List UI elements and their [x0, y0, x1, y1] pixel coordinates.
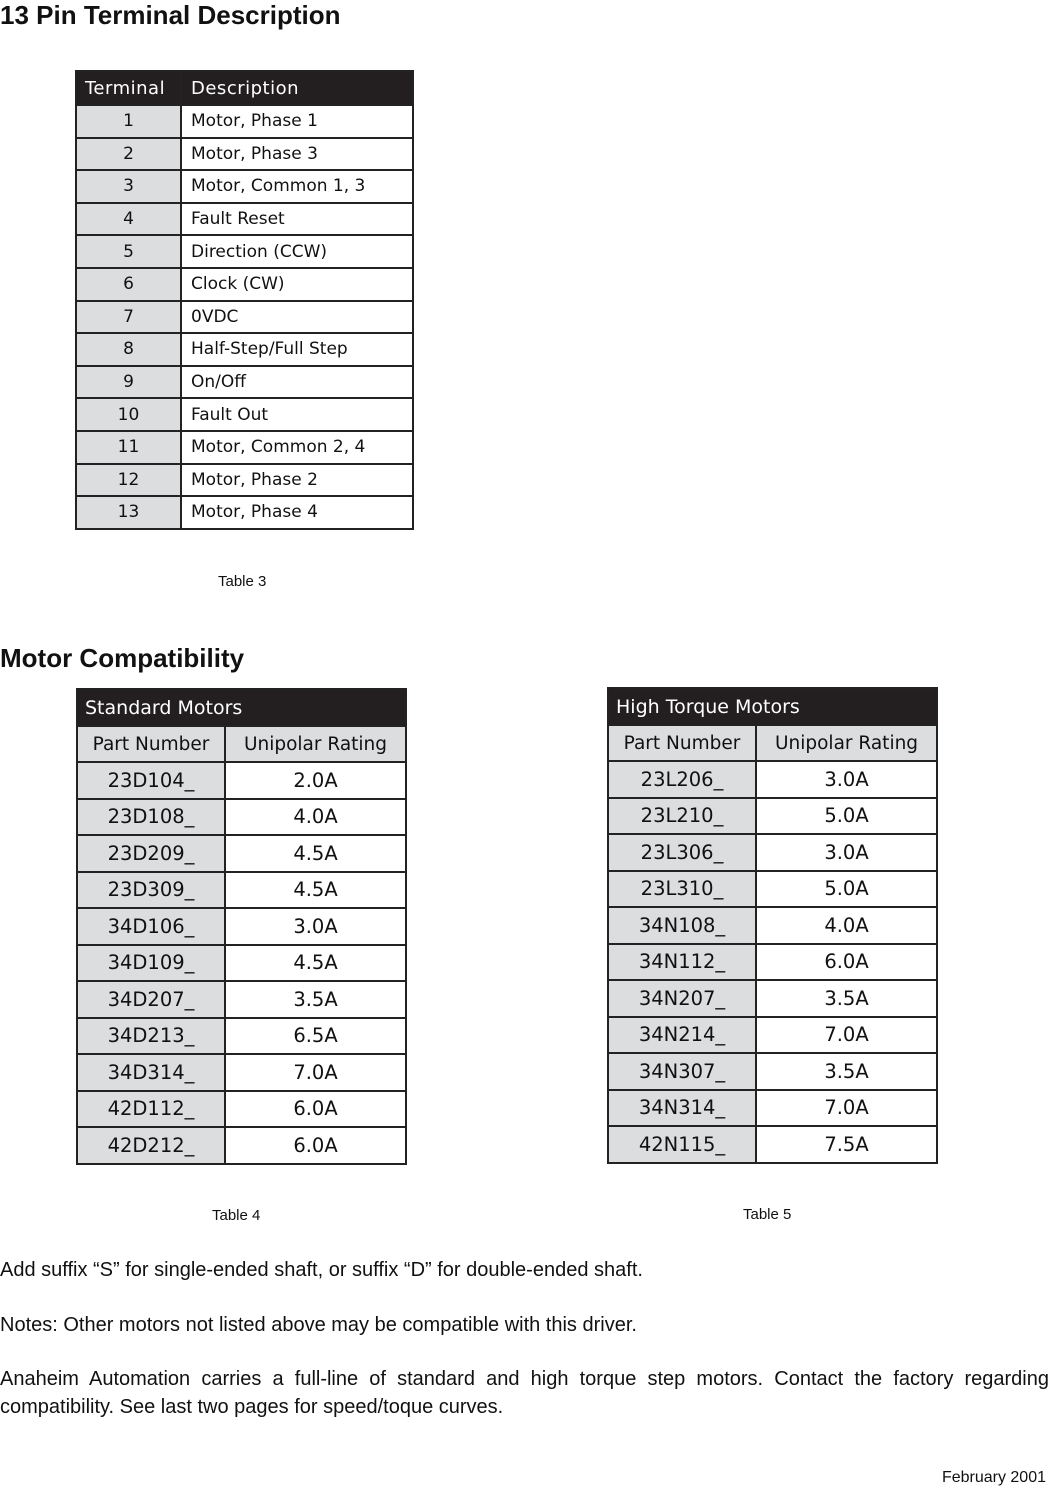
cell-key: 5: [76, 235, 181, 268]
table-row: [76, 366, 413, 399]
table-row: [76, 105, 413, 138]
table-row: [608, 1017, 937, 1054]
cell-key: 34N108_: [608, 907, 756, 944]
terminal-description-table: [75, 70, 414, 530]
table-title-standard: Standard Motors: [77, 689, 406, 726]
column-header-unipolar-rating: Unipolar Rating: [225, 726, 406, 762]
cell-value: 0VDC: [181, 301, 413, 334]
cell-value: 6.5A: [225, 1018, 406, 1055]
cell-key: 34D106_: [77, 908, 225, 945]
table-row: [76, 333, 413, 366]
table-row: [76, 203, 413, 236]
column-header-part-number: Part Number: [608, 725, 756, 761]
table-row: [77, 835, 406, 872]
section-title-terminal: 13 Pin Terminal Description: [0, 0, 341, 30]
cell-value: Motor, Phase 2: [181, 464, 413, 497]
table-row: [608, 944, 937, 981]
cell-value: 7.0A: [756, 1017, 937, 1054]
cell-value: 4.5A: [225, 945, 406, 982]
cell-value: 7.5A: [756, 1126, 937, 1163]
cell-key: 34N307_: [608, 1053, 756, 1090]
table-row: [77, 1018, 406, 1055]
cell-key: 34D314_: [77, 1054, 225, 1091]
section-title-motor-compatibility: Motor Compatibility: [0, 643, 245, 673]
cell-key: 34N207_: [608, 980, 756, 1017]
cell-value: Motor, Common 1, 3: [181, 170, 413, 203]
table-row: [77, 1091, 406, 1128]
cell-value: 6.0A: [225, 1127, 406, 1164]
compatibility-note: Notes: Other motors not listed above may be compatible with this driver.: [0, 1314, 637, 1336]
table-row: [608, 1053, 937, 1090]
cell-value: Motor, Phase 3: [181, 138, 413, 171]
table-row: [77, 1054, 406, 1091]
column-header-part-number: Part Number: [77, 726, 225, 762]
table-row: [76, 170, 413, 203]
standard-table-body: [77, 689, 406, 1164]
table-row: [77, 799, 406, 836]
cell-value: 4.0A: [225, 799, 406, 836]
cell-key: 23L206_: [608, 761, 756, 798]
cell-value: 7.0A: [225, 1054, 406, 1091]
cell-value: 5.0A: [756, 871, 937, 908]
table-caption-4: Table 4: [212, 1207, 261, 1224]
table-caption-3: Table 3: [218, 573, 267, 590]
table-row: [608, 980, 937, 1017]
cell-value: 6.0A: [756, 944, 937, 981]
cell-value: 3.0A: [756, 834, 937, 871]
cell-value: 3.0A: [756, 761, 937, 798]
table-header-row: [608, 725, 937, 761]
cell-key: 23D209_: [77, 835, 225, 872]
cell-value: Motor, Phase 1: [181, 105, 413, 138]
cell-key: 34D213_: [77, 1018, 225, 1055]
high-torque-table-body: [608, 688, 937, 1163]
cell-key: 7: [76, 301, 181, 334]
cell-key: 42N115_: [608, 1126, 756, 1163]
table-row: [608, 834, 937, 871]
cell-key: 23L310_: [608, 871, 756, 908]
cell-key: 23D104_: [77, 762, 225, 799]
table-row: [608, 1090, 937, 1127]
standard-motors-table: [76, 688, 407, 1165]
table-row: [76, 138, 413, 171]
cell-key: 1: [76, 105, 181, 138]
high-torque-motors-table: [607, 687, 938, 1164]
cell-value: Fault Out: [181, 398, 413, 431]
table-row: [77, 945, 406, 982]
table-row: [608, 871, 937, 908]
cell-value: Motor, Phase 4: [181, 496, 413, 529]
cell-value: Motor, Common 2, 4: [181, 431, 413, 464]
table-row: [76, 235, 413, 268]
table-row: [77, 908, 406, 945]
table-row: [77, 1127, 406, 1164]
cell-key: 23L210_: [608, 798, 756, 835]
cell-key: 34N314_: [608, 1090, 756, 1127]
cell-key: 34D207_: [77, 981, 225, 1018]
cell-value: 4.5A: [225, 835, 406, 872]
cell-value: 3.5A: [225, 981, 406, 1018]
suffix-note: Add suffix “S” for single-ended shaft, or suffix “D” for double-ended shaft.: [0, 1259, 643, 1281]
cell-value: Fault Reset: [181, 203, 413, 236]
table-row: [76, 496, 413, 529]
cell-key: 6: [76, 268, 181, 301]
table-row: [76, 464, 413, 497]
table-row: [77, 981, 406, 1018]
table-caption-5: Table 5: [743, 1206, 792, 1223]
cell-value: 3.0A: [225, 908, 406, 945]
cell-key: 12: [76, 464, 181, 497]
cell-value: 4.5A: [225, 872, 406, 909]
cell-value: 6.0A: [225, 1091, 406, 1128]
cell-key: 8: [76, 333, 181, 366]
table-title-row: [77, 689, 406, 726]
cell-value: 5.0A: [756, 798, 937, 835]
table-row: [76, 398, 413, 431]
cell-key: 11: [76, 431, 181, 464]
cell-value: 3.5A: [756, 980, 937, 1017]
table-row: [76, 431, 413, 464]
table-header-row: [76, 71, 413, 105]
column-header-description: Description: [181, 71, 413, 105]
cell-key: 2: [76, 138, 181, 171]
column-header-terminal: Terminal: [76, 71, 181, 105]
cell-key: 4: [76, 203, 181, 236]
cell-value: 4.0A: [756, 907, 937, 944]
table-row: [608, 907, 937, 944]
cell-value: Clock (CW): [181, 268, 413, 301]
cell-key: 10: [76, 398, 181, 431]
cell-key: 23L306_: [608, 834, 756, 871]
cell-value: 7.0A: [756, 1090, 937, 1127]
footer-date: February 2001: [941, 1469, 1046, 1486]
table-row: [608, 1126, 937, 1163]
table-row: [608, 761, 937, 798]
cell-value: 3.5A: [756, 1053, 937, 1090]
table-title-row: [608, 688, 937, 725]
table-row: [608, 798, 937, 835]
table-row: [76, 268, 413, 301]
table-row: [77, 872, 406, 909]
table-row: [77, 762, 406, 799]
table-row: [76, 301, 413, 334]
column-header-unipolar-rating: Unipolar Rating: [756, 725, 937, 761]
cell-key: 34N112_: [608, 944, 756, 981]
cell-key: 23D108_: [77, 799, 225, 836]
table-header-row: [77, 726, 406, 762]
cell-key: 42D112_: [77, 1091, 225, 1128]
cell-key: 9: [76, 366, 181, 399]
cell-key: 34N214_: [608, 1017, 756, 1054]
cell-key: 13: [76, 496, 181, 529]
cell-value: Direction (CCW): [181, 235, 413, 268]
cell-value: On/Off: [181, 366, 413, 399]
contact-paragraph: Anaheim Automation carries a full-line of standard and high torque step motors. Contact the factory regarding compatibility. See last two pages for speed/toque curves.: [0, 1368, 1049, 1418]
cell-key: 42D212_: [77, 1127, 225, 1164]
terminal-table-body: [76, 71, 413, 529]
cell-key: 3: [76, 170, 181, 203]
cell-value: 2.0A: [225, 762, 406, 799]
cell-key: 34D109_: [77, 945, 225, 982]
cell-value: Half-Step/Full Step: [181, 333, 413, 366]
table-title-high-torque: High Torque Motors: [608, 688, 937, 725]
cell-key: 23D309_: [77, 872, 225, 909]
